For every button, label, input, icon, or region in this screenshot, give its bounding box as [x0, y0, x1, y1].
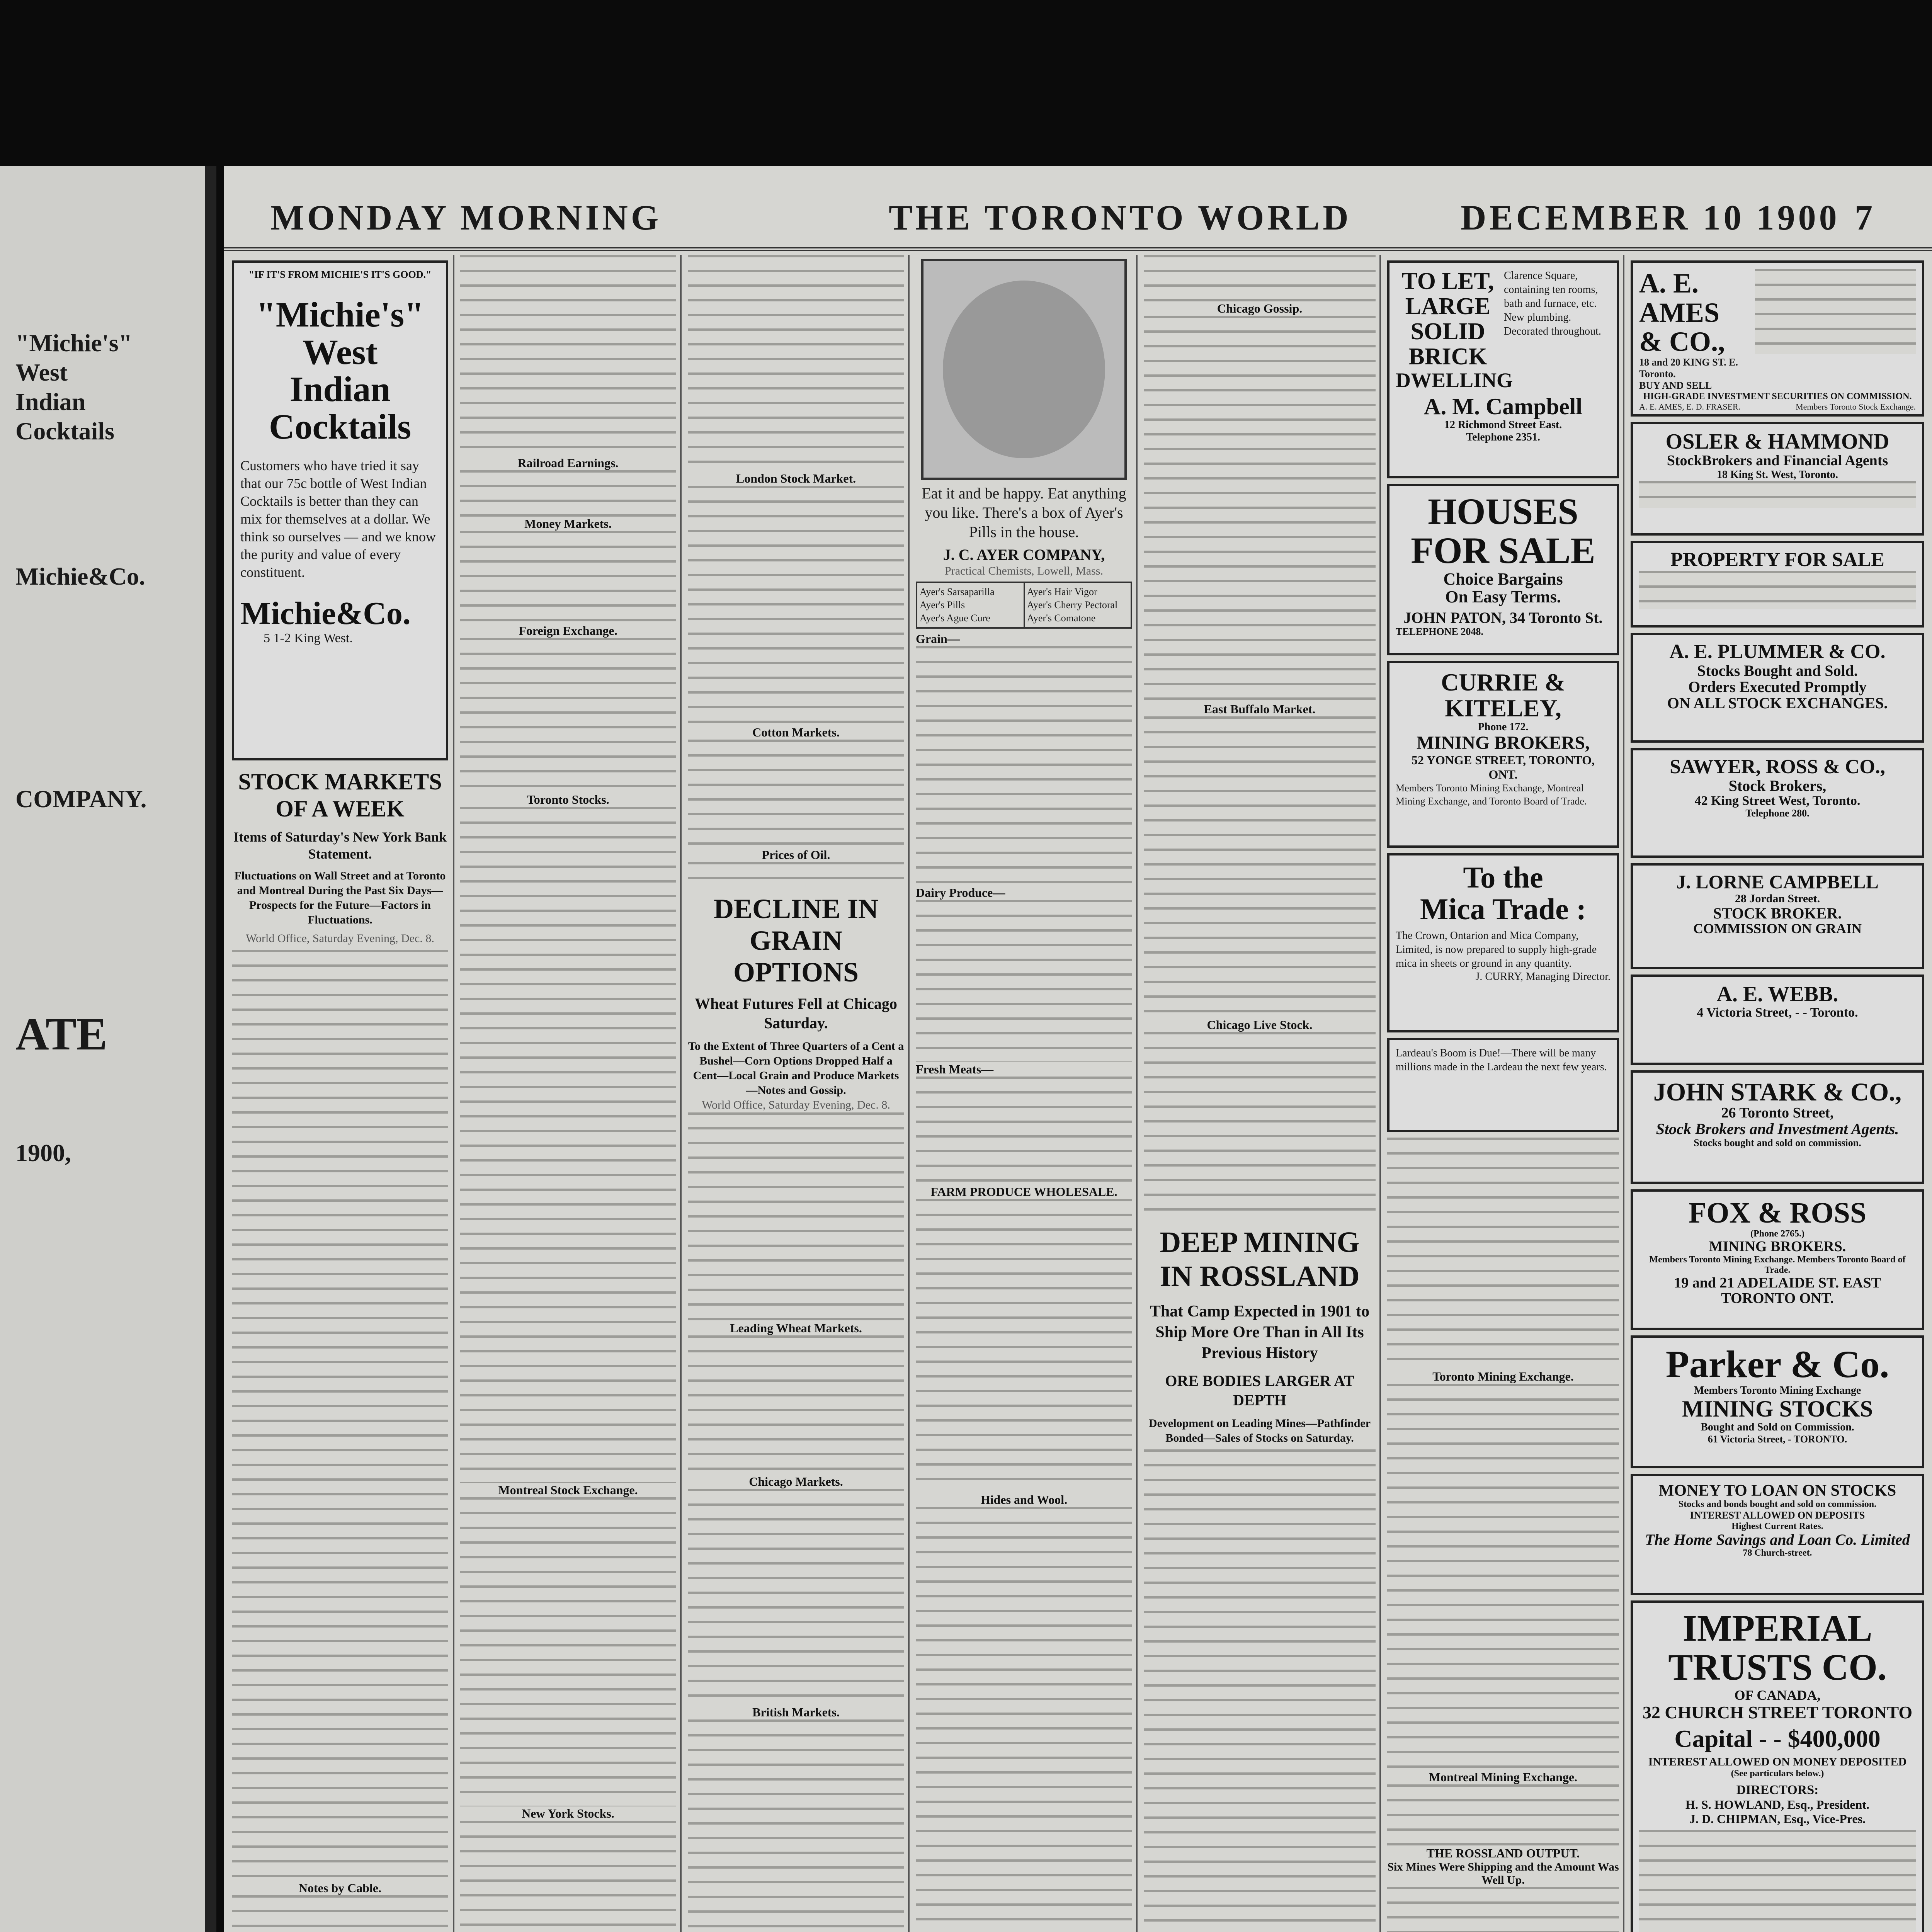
section-heading: Grain—: [916, 632, 960, 646]
section-heading: London Stock Market.: [736, 471, 856, 485]
prev-page-text: COMPANY.: [15, 785, 147, 813]
newspaper-page: [224, 166, 1932, 1932]
section-heading: FARM PRODUCE WHOLESALE.: [930, 1185, 1117, 1199]
mica-title: To the: [1463, 861, 1543, 894]
michie-title: "Michie's": [256, 295, 424, 334]
to-let-telephone: Telephone 2351.: [1466, 431, 1540, 444]
column-3: [688, 255, 904, 1932]
subhead: Items of Saturday's New York Bank Statement.: [233, 829, 447, 862]
section-heading: East Buffalo Market.: [1204, 702, 1316, 716]
section-heading: Montreal Mining Exchange.: [1429, 1770, 1578, 1784]
masthead-title: THE TORONTO WORLD: [889, 198, 1352, 237]
section-heading: THE ROSSLAND OUTPUT.: [1426, 1846, 1580, 1860]
page-number: 7: [1855, 198, 1876, 237]
imperial-title: TRUSTS CO.: [1668, 1646, 1887, 1688]
fox-phone: (Phone 2765.): [1750, 1228, 1804, 1239]
houses-sub: Choice Bargains: [1443, 569, 1563, 588]
column-6: [1387, 255, 1619, 1932]
fox-members: Members Toronto Mining Exchange. Members Toronto Board of Trade.: [1649, 1254, 1906, 1275]
plummer-ad: [1631, 633, 1924, 743]
section-heading: Money Markets.: [524, 517, 612, 531]
section-heading: British Markets.: [752, 1705, 840, 1719]
osler-sub: StockBrokers and Financial Agents: [1667, 452, 1888, 469]
webb-address: 4 Victoria Street, - - Toronto.: [1697, 1005, 1858, 1020]
property-ad: [1631, 541, 1924, 628]
houses-sub: On Easy Terms.: [1445, 587, 1561, 606]
stock-table: [688, 255, 904, 471]
section-heading: Montreal Stock Exchange.: [498, 1483, 638, 1497]
section-heading: Foreign Exchange.: [519, 624, 617, 638]
parker-members: Members Toronto Mining Exchange: [1694, 1384, 1861, 1396]
article-text-block: [460, 531, 676, 624]
osler-ad: [1631, 422, 1924, 536]
to-let-title: SOLID: [1410, 318, 1485, 345]
currie-members: Members Toronto Mining Exchange, Montreal Mining Exchange, and Toronto Board of Trade.: [1396, 782, 1587, 807]
parker-commission: Bought and Sold on Commission.: [1701, 1421, 1854, 1433]
article-text-block: [688, 740, 904, 848]
article-text-block: [1144, 716, 1376, 1018]
subhead: That Camp Expected in 1901 to Ship More Ore Than in All Its Previous History: [1150, 1303, 1370, 1362]
page-gutter: [205, 166, 216, 1932]
masthead-date: DECEMBER 10 1900: [1461, 198, 1840, 237]
stock-table: [460, 807, 676, 1483]
imperial-directors: DIRECTORS:: [1736, 1783, 1819, 1798]
article-text-block: [688, 1719, 904, 1932]
stock-table: [688, 1489, 904, 1705]
article-text-block: [1144, 255, 1376, 301]
column-2: [460, 255, 676, 1932]
money-company: The Home Savings and Loan Co. Limited: [1645, 1531, 1910, 1549]
michie-slogan: "IF IT'S FROM MICHIE'S IT'S GOOD.": [248, 269, 432, 280]
michie-title: West: [302, 332, 378, 372]
fox-city: TORONTO ONT.: [1721, 1290, 1834, 1306]
article-text-block: [232, 1895, 448, 1932]
prev-page-text: Indian: [15, 388, 86, 415]
to-let-description: Clarence Square, containing ten rooms, bath and furnace, etc. New plumbing. Decorated throughout.: [1504, 270, 1601, 337]
currie-ad: [1387, 661, 1619, 848]
ayer-product: Ayer's Hair Vigor: [1027, 586, 1097, 597]
imperial-title: IMPERIAL: [1682, 1607, 1872, 1649]
campbell-sub: STOCK BROKER.: [1713, 904, 1842, 922]
dateline: World Office, Saturday Evening, Dec. 8.: [246, 932, 434, 945]
houses-title: HOUSES: [1428, 491, 1578, 532]
stock-table: [1387, 1384, 1619, 1770]
column-rule: [1623, 255, 1624, 1932]
imperial-vice: J. D. CHIPMAN, Esq., Vice-Pres.: [1689, 1812, 1866, 1826]
article-text-block: [1144, 1449, 1376, 1932]
michie-ad: [232, 260, 448, 760]
ayer-product: Ayer's Pills: [920, 599, 965, 611]
previous-page-fragment: [0, 166, 216, 1932]
column-4: [916, 255, 1132, 1932]
sawyer-sub: Stock Brokers,: [1728, 777, 1827, 794]
column-1: [232, 255, 448, 1932]
section-heading: Chicago Markets.: [749, 1475, 843, 1488]
to-let-title: LARGE: [1405, 293, 1491, 320]
imperial-president: H. S. HOWLAND, Esq., President.: [1685, 1798, 1869, 1812]
sawyer-ad: [1631, 748, 1924, 858]
headline-stock-markets: STOCK MARKETS OF A WEEK: [238, 769, 442, 821]
imperial-interest: INTEREST ALLOWED ON MONEY DEPOSITED: [1648, 1755, 1907, 1769]
money-title: MONEY TO LOAN ON STOCKS: [1658, 1482, 1896, 1500]
ayer-company: J. C. AYER COMPANY,: [943, 546, 1105, 563]
fox-ross-ad: [1631, 1189, 1924, 1330]
imperial-trusts-ad: [1631, 1600, 1924, 1932]
fox-address: 19 and 21 ADELAIDE ST. EAST: [1674, 1274, 1881, 1291]
section-heading: Toronto Mining Exchange.: [1432, 1369, 1574, 1383]
ames-title: & CO.,: [1639, 326, 1725, 357]
subhead: ORE BODIES LARGER AT DEPTH: [1165, 1372, 1354, 1409]
stark-title: JOHN STARK & CO.,: [1653, 1078, 1902, 1106]
houses-telephone: TELEPHONE 2048.: [1396, 626, 1483, 637]
section-heading: Hides and Wool.: [980, 1493, 1068, 1507]
ayer-products-box: [916, 582, 1132, 629]
currie-address: 52 YONGE STREET, TORONTO, ONT.: [1412, 753, 1595, 781]
stark-sub: Stock Brokers and Investment Agents.: [1656, 1120, 1899, 1138]
price-table: [916, 646, 1132, 886]
parker-sub: MINING STOCKS: [1682, 1396, 1873, 1422]
prev-page-text: West: [15, 359, 68, 386]
imperial-address: 32 CHURCH STREET TORONTO: [1642, 1702, 1913, 1722]
currie-sub: MINING BROKERS,: [1416, 733, 1590, 753]
masthead: [224, 166, 1932, 251]
campbell-ad: [1631, 863, 1924, 969]
article-text-block: [1144, 316, 1376, 702]
dateline: World Office, Saturday Evening, Dec. 8.: [702, 1099, 890, 1111]
price-table: [916, 1507, 1132, 1932]
masthead-day: MONDAY MORNING: [270, 198, 662, 237]
ames-members: Members Toronto Stock Exchange.: [1796, 401, 1916, 412]
article-text-block: [1144, 1032, 1376, 1218]
deck: Development on Leading Mines—Pathfinder Bonded—Sales of Stocks on Saturday.: [1148, 1417, 1371, 1444]
prev-page-text: Cocktails: [15, 417, 114, 445]
fox-sub: MINING BROKERS.: [1709, 1238, 1846, 1255]
plummer-title: A. E. PLUMMER & CO.: [1669, 641, 1886, 663]
money-sub: Stocks and bonds bought and sold on commission.: [1678, 1499, 1877, 1510]
money-rates: Highest Current Rates.: [1731, 1521, 1823, 1532]
subhead: Wheat Futures Fell at Chicago Saturday.: [695, 995, 897, 1032]
deck: To the Extent of Three Quarters of a Cent a Bushel—Corn Options Dropped Half a Cent—Local Grain and Produce Markets—Notes and Gossip.: [688, 1040, 904, 1097]
column-rule: [1379, 255, 1381, 1932]
to-let-ad: [1387, 260, 1619, 478]
money-interest: INTEREST ALLOWED ON DEPOSITS: [1690, 1510, 1865, 1521]
stark-note: Stocks bought and sold on commission.: [1694, 1137, 1861, 1149]
article-text-block: [460, 255, 676, 456]
section-heading: Prices of Oil.: [762, 848, 830, 862]
imperial-capital: Capital - - $400,000: [1674, 1725, 1881, 1752]
ames-address: 18 and 20 KING ST. E. Toronto.: [1639, 356, 1738, 379]
child-portrait-image: [943, 281, 1105, 458]
price-table: [916, 1077, 1132, 1185]
houses-ad: [1387, 484, 1619, 655]
to-let-title: BRICK: [1408, 344, 1487, 370]
ayer-ad-text: Eat it and be happy. Eat anything you like. There's a box of Ayer's Pills in the house.: [922, 485, 1126, 541]
section-heading: Toronto Stocks.: [527, 793, 609, 806]
prev-page-text: "Michie's": [15, 329, 133, 357]
michie-brand: Michie&Co.: [240, 595, 411, 632]
fox-title: FOX & ROSS: [1688, 1197, 1867, 1229]
ames-buy-sell: BUY AND SELL: [1639, 379, 1712, 391]
imperial-sub: OF CANADA,: [1734, 1687, 1821, 1703]
ames-securities: HIGH-GRADE INVESTMENT SECURITIES ON COMMISSION.: [1643, 391, 1912, 401]
section-heading: Cotton Markets.: [752, 725, 840, 739]
column-rule: [1136, 255, 1138, 1932]
article-text-block: [688, 862, 904, 885]
section-heading: Fresh Meats—: [916, 1062, 994, 1076]
mica-signature: J. CURRY, Managing Director.: [1475, 970, 1611, 983]
section-heading: Chicago Gossip.: [1217, 301, 1303, 315]
houses-agent: JOHN PATON, 34 Toronto St.: [1403, 609, 1603, 626]
prev-page-text: 1900,: [15, 1139, 71, 1167]
stock-table: [460, 638, 676, 793]
plummer-line: ON ALL STOCK EXCHANGES.: [1667, 694, 1888, 712]
headline-rossland: DEEP MINING IN ROSSLAND: [1160, 1226, 1360, 1293]
section-heading: Dairy Produce—: [916, 886, 1005, 900]
osler-title: OSLER & HAMMOND: [1665, 430, 1889, 454]
money-address: 78 Church-street.: [1743, 1548, 1812, 1558]
ayer-illustration: [921, 259, 1127, 480]
to-let-agent: A. M. Campbell: [1424, 394, 1582, 420]
campbell-address: 28 Jordan Street.: [1735, 892, 1820, 905]
home-savings-ad: [1631, 1474, 1924, 1595]
michie-title: Cocktails: [269, 406, 411, 446]
ayer-product: Ayer's Ague Cure: [920, 612, 990, 624]
prev-page-text: ATE: [15, 1008, 107, 1060]
currie-phone: Phone 172.: [1478, 721, 1529, 733]
article-text-block: [1387, 1784, 1619, 1846]
to-let-title: TO LET,: [1401, 268, 1494, 294]
article-text-block: [460, 470, 676, 517]
section-heading: New York Stocks.: [522, 1806, 614, 1820]
campbell-title: J. LORNE CAMPBELL: [1676, 871, 1879, 893]
stock-table: [460, 1821, 676, 1932]
to-let-address: 12 Richmond Street East.: [1444, 419, 1562, 431]
michie-address: 5 1-2 King West.: [264, 631, 353, 645]
column-rule: [680, 255, 682, 1932]
lardeau-ad: [1387, 1038, 1619, 1132]
ames-partners: A. E. AMES, E. D. FRASER.: [1639, 401, 1741, 412]
parker-title: Parker & Co.: [1665, 1343, 1889, 1386]
webb-ad: [1631, 975, 1924, 1065]
stock-table: [688, 486, 904, 725]
column-rule: [908, 255, 910, 1932]
section-heading: Chicago Live Stock.: [1207, 1018, 1313, 1032]
article-text-block: [1387, 1887, 1619, 1932]
stock-table: [688, 1335, 904, 1475]
michie-title: Indian: [289, 369, 391, 409]
mica-title: Mica Trade :: [1420, 892, 1587, 926]
webb-title: A. E. WEBB.: [1716, 982, 1838, 1006]
column-rule: [453, 255, 454, 1932]
ames-ad: [1631, 260, 1924, 417]
mica-body: The Crown, Ontarion and Mica Company, Limited, is now prepared to supply high-grade mica in sheets or ground in any quantity.: [1396, 929, 1597, 969]
stark-address: 26 Toronto Street,: [1721, 1105, 1834, 1121]
section-heading: Railroad Earnings.: [517, 456, 619, 470]
section-heading: Leading Wheat Markets.: [730, 1321, 862, 1335]
ayer-product: Ayer's Comatone: [1027, 612, 1096, 624]
subhead: Six Mines Were Shipping and the Amount Was Well Up.: [1387, 1861, 1619, 1886]
property-title: PROPERTY FOR SALE: [1670, 549, 1884, 571]
sawyer-telephone: Telephone 280.: [1745, 808, 1810, 819]
currie-title: CURRIE & KITELEY,: [1441, 668, 1565, 722]
sawyer-title: SAWYER, ROSS & CO.,: [1670, 756, 1885, 778]
article-text-block: [1387, 1138, 1619, 1369]
michie-body: Customers who have tried it say that our 75c bottle of West Indian Cocktails is better than they can mix for themselves at a dollar. We think so ourselves — and we know the purity and value of every constituent.: [240, 458, 436, 580]
mica-ad: [1387, 853, 1619, 1032]
price-table: [916, 900, 1132, 1062]
campbell-grain: COMMISSION ON GRAIN: [1693, 920, 1862, 936]
ayer-sub: Practical Chemists, Lowell, Mass.: [945, 565, 1103, 577]
article-text-block: [460, 1497, 676, 1806]
sawyer-address: 42 King Street West, Toronto.: [1694, 793, 1861, 808]
article-text-block: [688, 1112, 904, 1321]
imperial-note: (See particulars below.): [1731, 1769, 1824, 1779]
stark-ad: [1631, 1070, 1924, 1184]
deck: Fluctuations on Wall Street and at Toronto and Montreal During the Past Six Days—Prospects for the Future—Factors in Fluctuations.: [234, 869, 446, 926]
parker-address: 61 Victoria Street, - TORONTO.: [1708, 1434, 1847, 1445]
houses-title: FOR SALE: [1411, 529, 1595, 571]
ames-title: A. E. AMES: [1639, 268, 1720, 328]
price-table: [916, 1199, 1132, 1493]
article-text-block: [232, 950, 448, 1877]
headline-grain: DECLINE IN GRAIN OPTIONS: [713, 893, 879, 988]
osler-address: 18 King St. West, Toronto.: [1716, 468, 1838, 481]
ayer-product: Ayer's Sarsaparilla: [920, 586, 995, 597]
lardeau-text: Lardeau's Boom is Due!—There will be many millions made in the Lardeau the next few years.: [1396, 1047, 1607, 1073]
parker-ad: [1631, 1335, 1924, 1468]
column-7: [1631, 255, 1924, 1932]
to-let-title: DWELLING: [1396, 369, 1513, 392]
prev-page-text: Michie&Co.: [15, 563, 145, 590]
column-5: [1144, 255, 1376, 1932]
plummer-line: Stocks Bought and Sold.: [1697, 662, 1858, 679]
plummer-line: Orders Executed Promptly: [1688, 678, 1867, 696]
ayer-product: Ayer's Cherry Pectoral: [1027, 599, 1118, 611]
section-heading: Notes by Cable.: [298, 1881, 382, 1895]
